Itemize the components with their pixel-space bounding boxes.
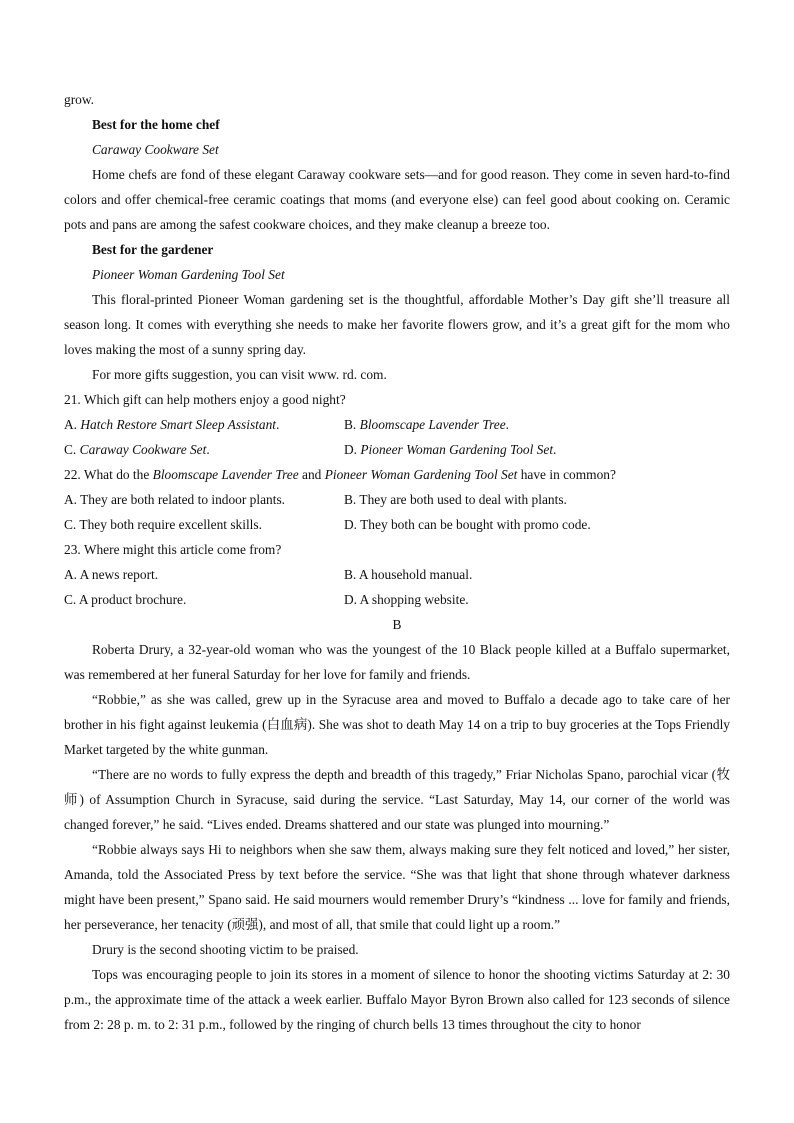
question-21-option-b: B. Bloomscape Lavender Tree. [344, 417, 510, 432]
question-23-stem: 23. Where might this article come from? [64, 542, 282, 557]
home-chef-body: Home chefs are fond of these elegant Caraway cookware sets—and for good reason. They come in seven hard-to-find colors and offer chemical-free ceramic coatings that moms (and everyone else) can feel good about cooking on. Ceramic pots and pans are among the safest cookware choices, and they make cleanup a breeze too. [64, 167, 730, 232]
gardener-body: This floral-printed Pioneer Woman gardening set is the thoughtful, affordable Mother’s Day gift she’ll treasure all season long. It comes with everything she needs to make her favorite flowers grow, and it’s a great gift for the mom who loves making the most of a sunny spring day. [64, 292, 730, 357]
question-22-stem: 22. What do the Bloomscape Lavender Tree and Pioneer Woman Gardening Tool Set have in common? [64, 467, 616, 482]
section-b-paragraph: Drury is the second shooting victim to be praised. [92, 942, 359, 957]
home-chef-product: Caraway Cookware Set [92, 142, 219, 157]
question-21-option-c: C. Caraway Cookware Set. [64, 442, 210, 457]
section-b-paragraph: “There are no words to fully express the depth and breadth of this tragedy,” Friar Nicholas Spano, parochial vicar (牧师) of Assumption Church in Syracuse, said during the service. “Last Saturday, May 14, our corner of the world was changed forever,” he said. “Lives ended. Dreams shattered and our state was plunged into mourning.” [64, 767, 730, 832]
question-23-option-c: C. A product brochure. [64, 592, 187, 607]
question-23-options-row-1 [64, 562, 730, 587]
question-21-options-row-1 [64, 412, 730, 437]
question-22-options-row-2 [64, 512, 730, 537]
question-22-option-b: B. They are both used to deal with plants. [344, 492, 567, 507]
home-chef-heading: Best for the home chef [92, 117, 220, 132]
gardener-heading: Best for the gardener [92, 242, 214, 257]
continued-line: grow. [64, 92, 94, 107]
question-22-options-row-1 [64, 487, 730, 512]
more-gifts-line: For more gifts suggestion, you can visit www. rd. com. [92, 367, 387, 382]
gardener-product: Pioneer Woman Gardening Tool Set [92, 267, 285, 282]
question-21-options-row-2 [64, 437, 730, 462]
question-23-option-d: D. A shopping website. [344, 592, 469, 607]
section-b-label: B [392, 617, 402, 632]
question-23-option-b: B. A household manual. [344, 567, 473, 582]
section-b-paragraph: “Robbie always says Hi to neighbors when she saw them, always making sure they felt noticed and loved,” her sister, Amanda, told the Associated Press by text before the service. “She was that light that shone through whatever darkness might have been present,” Spano said. He said mourners would remember Drury’s “kindness ... love for family and friends, her perseverance, her tenacity (顽强), and most of all, that smile that could light up a room.” [64, 842, 730, 932]
question-23-option-a: A. A news report. [64, 567, 159, 582]
section-b-paragraph: Roberta Drury, a 32-year-old woman who was the youngest of the 10 Black people killed at a Buffalo supermarket, was remembered at her funeral Saturday for her love for family and friends. [64, 642, 730, 682]
question-21-stem: 21. Which gift can help mothers enjoy a good night? [64, 392, 346, 407]
exam-page [64, 87, 730, 1037]
section-b-paragraph: “Robbie,” as she was called, grew up in the Syracuse area and moved to Buffalo a decade ago to take care of her brother in his fight against leukemia (白血病). She was shot to death May 14 on a trip to buy groceries at the Tops Friendly Market targeted by the white gunman. [64, 692, 730, 757]
question-22-option-c: C. They both require excellent skills. [64, 517, 262, 532]
section-b-paragraph: Tops was encouraging people to join its stores in a moment of silence to honor the shooting victims Saturday at 2: 30 p.m., the approximate time of the attack a week earlier. Buffalo Mayor Byron Brown also called for 123 seconds of silence from 2: 28 p. m. to 2: 31 p.m., followed by the ringing of church bells 13 times throughout the city to honor [64, 967, 730, 1032]
question-22-option-d: D. They both can be bought with promo code. [344, 517, 591, 532]
question-23-options-row-2 [64, 587, 730, 612]
question-22-option-a: A. They are both related to indoor plants. [64, 492, 286, 507]
question-21-option-d: D. Pioneer Woman Gardening Tool Set. [344, 442, 557, 457]
question-21-option-a: A. Hatch Restore Smart Sleep Assistant. [64, 417, 280, 432]
